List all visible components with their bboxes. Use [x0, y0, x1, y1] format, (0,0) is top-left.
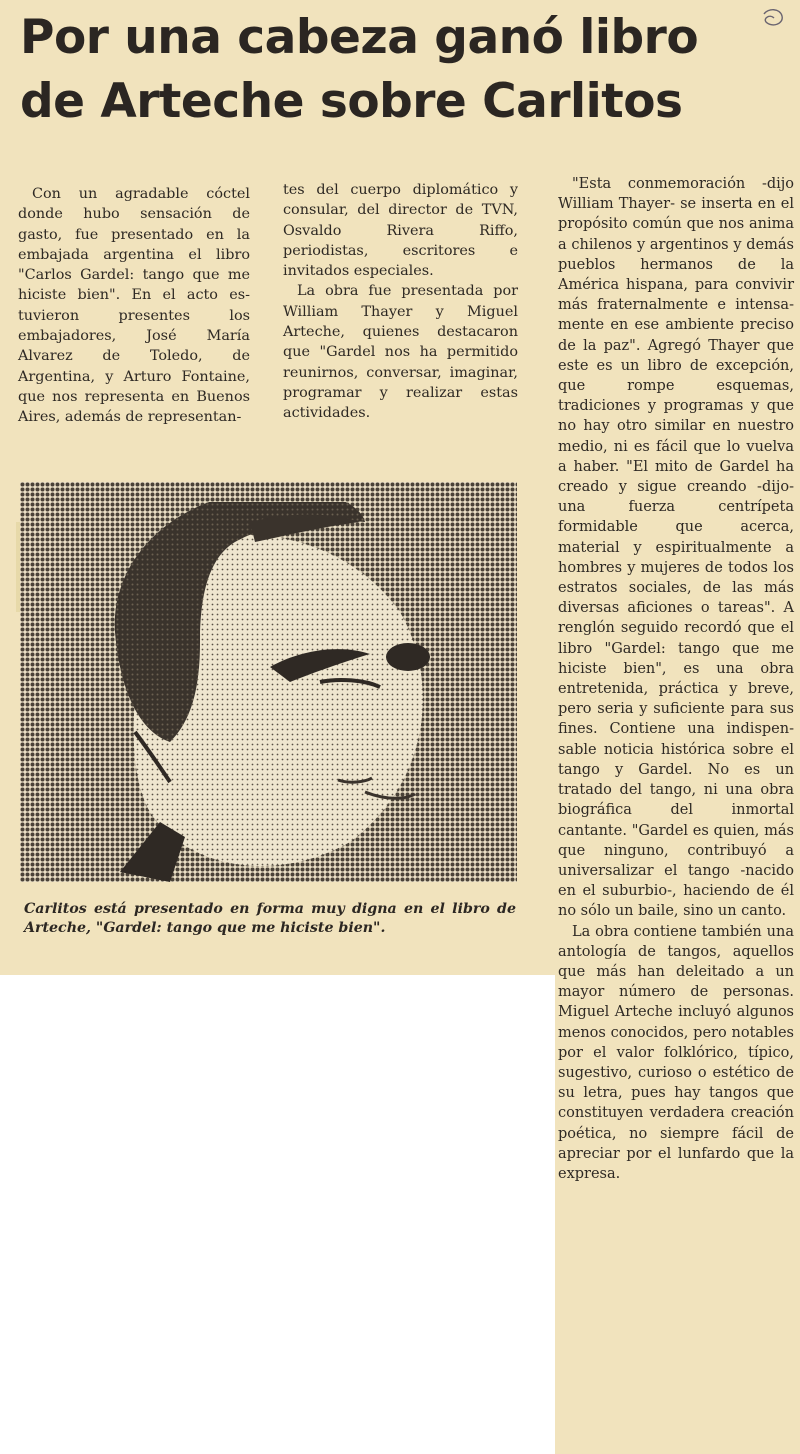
article-column-1: [18, 184, 250, 428]
article-column-2: [283, 180, 518, 424]
gardel-halftone-photo: [20, 482, 517, 882]
headline-line-1: Por una cabeza ganó libro: [20, 10, 699, 65]
column-2-paragraph-1: tes del cuerpo diplomático y consular, del director de TVN, Osvaldo Rivera Riffo, periodistas, escritores e invitados especiales.: [283, 182, 518, 280]
column-2-paragraph-2: La obra fue presentada por William Thayer y Miguel Arteche, quienes destacaron que "Gardel nos ha permitido reunirnos, conversar, imaginar, programar y realizar estas actividades.: [283, 283, 518, 422]
column-3-paragraph-2: La obra contiene también una antología de tangos, aquellos que más han deleitado a un mayor número de personas. Miguel Arteche incluyó algunos menos conocidos, pero notables por el valor folklórico, típico, sugestivo, curioso o estético de su letra, pues hay tangos que constituyen verdadera creación poética, no siempre fácil de apreciar por el lunfardo que la expresa.: [558, 923, 794, 1182]
pen-mark-icon: [760, 6, 786, 32]
photo-caption: Carlitos está presentado en forma muy digna en el libro de Arteche, "Gardel: tango que me hiciste bien".: [24, 901, 516, 936]
gardel-portrait-illustration: [20, 482, 517, 882]
article-column-3: [558, 174, 794, 1184]
article-headline: [20, 6, 790, 134]
column-1-paragraph-1: Con un agradable cóctel donde hubo sensación de gasto, fue presentado en la embajada argentina el libro "Carlos Gardel: tango que me hiciste bien". En el acto estuvieron presentes los embajadores, José María Alvarez de Toledo, de Argentina, y Arturo Fontaine, que nos representa en Buenos Aires, además de representan-: [18, 186, 250, 426]
headline-line-2: de Arteche sobre Carlitos: [20, 74, 683, 129]
column-3-paragraph-1: "Esta conmemoración -dijo William Thayer- se inserta en el propósito común que nos anima a chilenos y argentinos y demás pueblos hermanos de la América hispana, para convivir más fraternalmente e intensamente en ese ambiente preciso de la paz". Agregó Thayer que este es un libro de excepción, que rompe esquemas, tradiciones y programas y que no hay otro similar en nuestro medio, ni es fácil que lo vuelva a haber. "El mito de Gardel ha creado y sigue creando -dijo- una fuerza centrípeta formidable que acerca, material y espiritualmente a hombres y mujeres de todos los estratos sociales, de las más diversas aficiones o tareas". A renglón seguido recordó que el libro "Gardel: tango que me hiciste bien", es una obra entretenida, práctica y breve, pero seria y suficiente para sus fines. Contiene una indispensable noticia histórica sobre el tango y Gardel. No es un tratado del tango, ni una obra biográfica del inmortal cantante. "Gardel es quien, más que ninguno, contribuyó a universalizar el tango -nacido en el suburbio-, haciendo de él no sólo un baile, sino un canto.: [558, 176, 794, 920]
